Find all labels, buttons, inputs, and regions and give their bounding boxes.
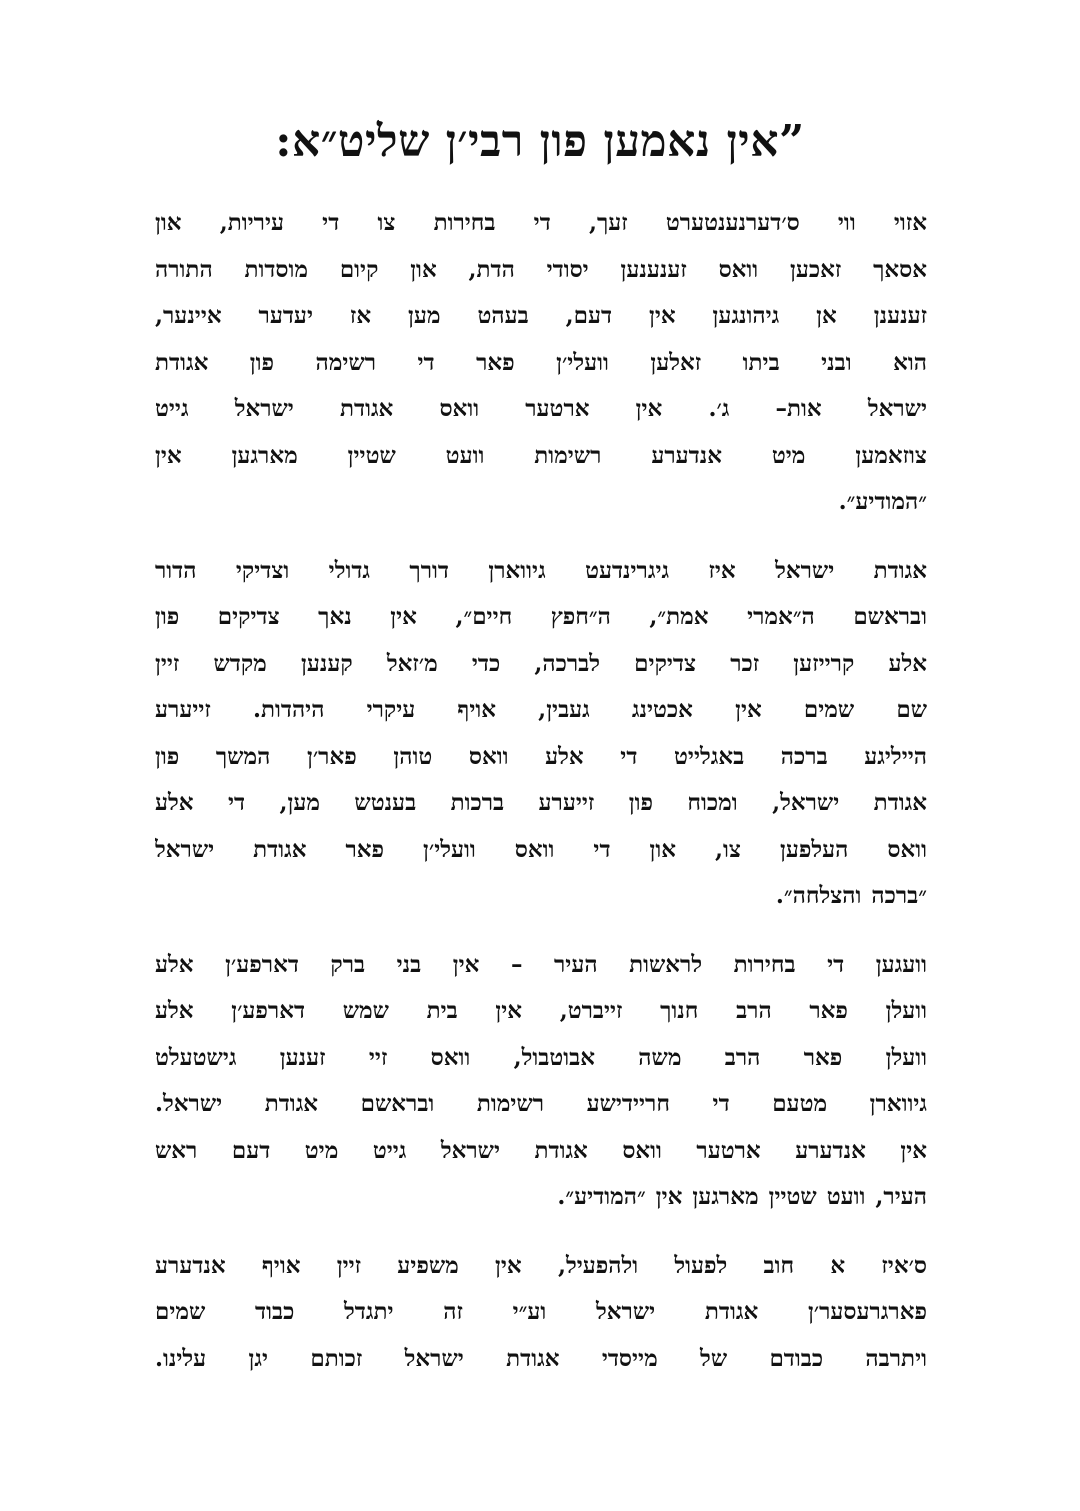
- paragraph-4: [155, 1243, 927, 1383]
- text-line: אזוי ווי ס׳דערנענטערט זעך, די בחירות צו די עיריות, און: [155, 209, 927, 236]
- text-line: אלע קרייזען זכר צדיקים לברכה, כדי מ׳זאל קענען מקדש זיין: [155, 649, 927, 677]
- text-line: ויתרבה כבודם של מייסדי אגודת ישראל זכותם יגן עלינו.: [155, 1344, 927, 1372]
- text-line: וועלן פאר הרב חנוך זייברט, אין בית שמש דארפע׳ן אלע: [155, 997, 927, 1024]
- text-line: ״המודיע״.: [838, 488, 927, 515]
- text-line: וועלן פאר הרב משה אבוטבול, וואס זיי זענען גישטעלט: [155, 1043, 927, 1071]
- text-line: העיר, וועט שטיין מארגען אין ״המודיע״.: [557, 1183, 927, 1210]
- paragraph-1: [155, 200, 927, 526]
- text-line: אין אנדערע ארטער וואס אגודת ישראל גייט מיט דעם ראש: [155, 1136, 927, 1164]
- text-line: וואס העלפען צו, און די וואס וועלי׳ן פאר אגודת ישראל: [155, 835, 927, 863]
- text-line: אסאך זאכען וואס זענענען יסודי הדת, און קיום מוסדות התורה: [155, 255, 927, 283]
- text-line: אגודת ישראל, ומכוח פון זייערע ברכות בענטש מען, די אלע: [155, 789, 927, 816]
- paragraph-2: [155, 548, 927, 920]
- text-line: צוזאמען מיט אנדערע רשימות וועט שטיין מארגען אין: [155, 441, 927, 469]
- text-line: ובראשם ה״אמרי אמת״, ה״חפץ חיים״, אין נאך צדיקים פון: [155, 603, 927, 630]
- paragraph-3: [155, 942, 927, 1221]
- text-line: גיווארן מטעם די חריידישע רשימות ובראשם אגודת ישראל.: [155, 1090, 927, 1117]
- document-title: ”אין נאמען פון רבי׳ן שליט״א:: [275, 116, 805, 167]
- text-line: הייליגע ברכה באגלייט די אלע וואס טוהן פאר׳ן המשך פון: [155, 742, 927, 770]
- text-line: אגודת ישראל איז גיגרינדעט גיווארן דורך גדולי וצדיקי הדור: [155, 556, 927, 584]
- text-line: פארגרעסער׳ן אגודת ישראל וע״י זה יתגדל כבוד שמים: [155, 1298, 927, 1325]
- text-line: וועגען די בחירות לראשות העיר – אין בני ברק דארפע׳ן אלע: [155, 950, 927, 978]
- text-line: שם שמים אין אכטינג געבין, אויף עיקרי היהדות. זייערע: [155, 696, 927, 723]
- text-line: ס׳איז א חוב לפעול ולהפעיל, אין משפיע זיין אויף אנדערע: [155, 1251, 927, 1279]
- text-line: זענענן אן גיהונגען אין דעם, בעהט מען אז יעדער איינער,: [155, 302, 927, 329]
- text-line: ״ברכה והצלחה״.: [775, 882, 927, 909]
- text-line: הוא ובני ביתו זאלען וועלי׳ן פאר די רשימה פון אגודת: [155, 348, 927, 376]
- text-line: ישראל אות– ג׳. אין ארטער וואס אגודת ישראל גייט: [155, 395, 927, 422]
- document-body: [155, 200, 927, 1404]
